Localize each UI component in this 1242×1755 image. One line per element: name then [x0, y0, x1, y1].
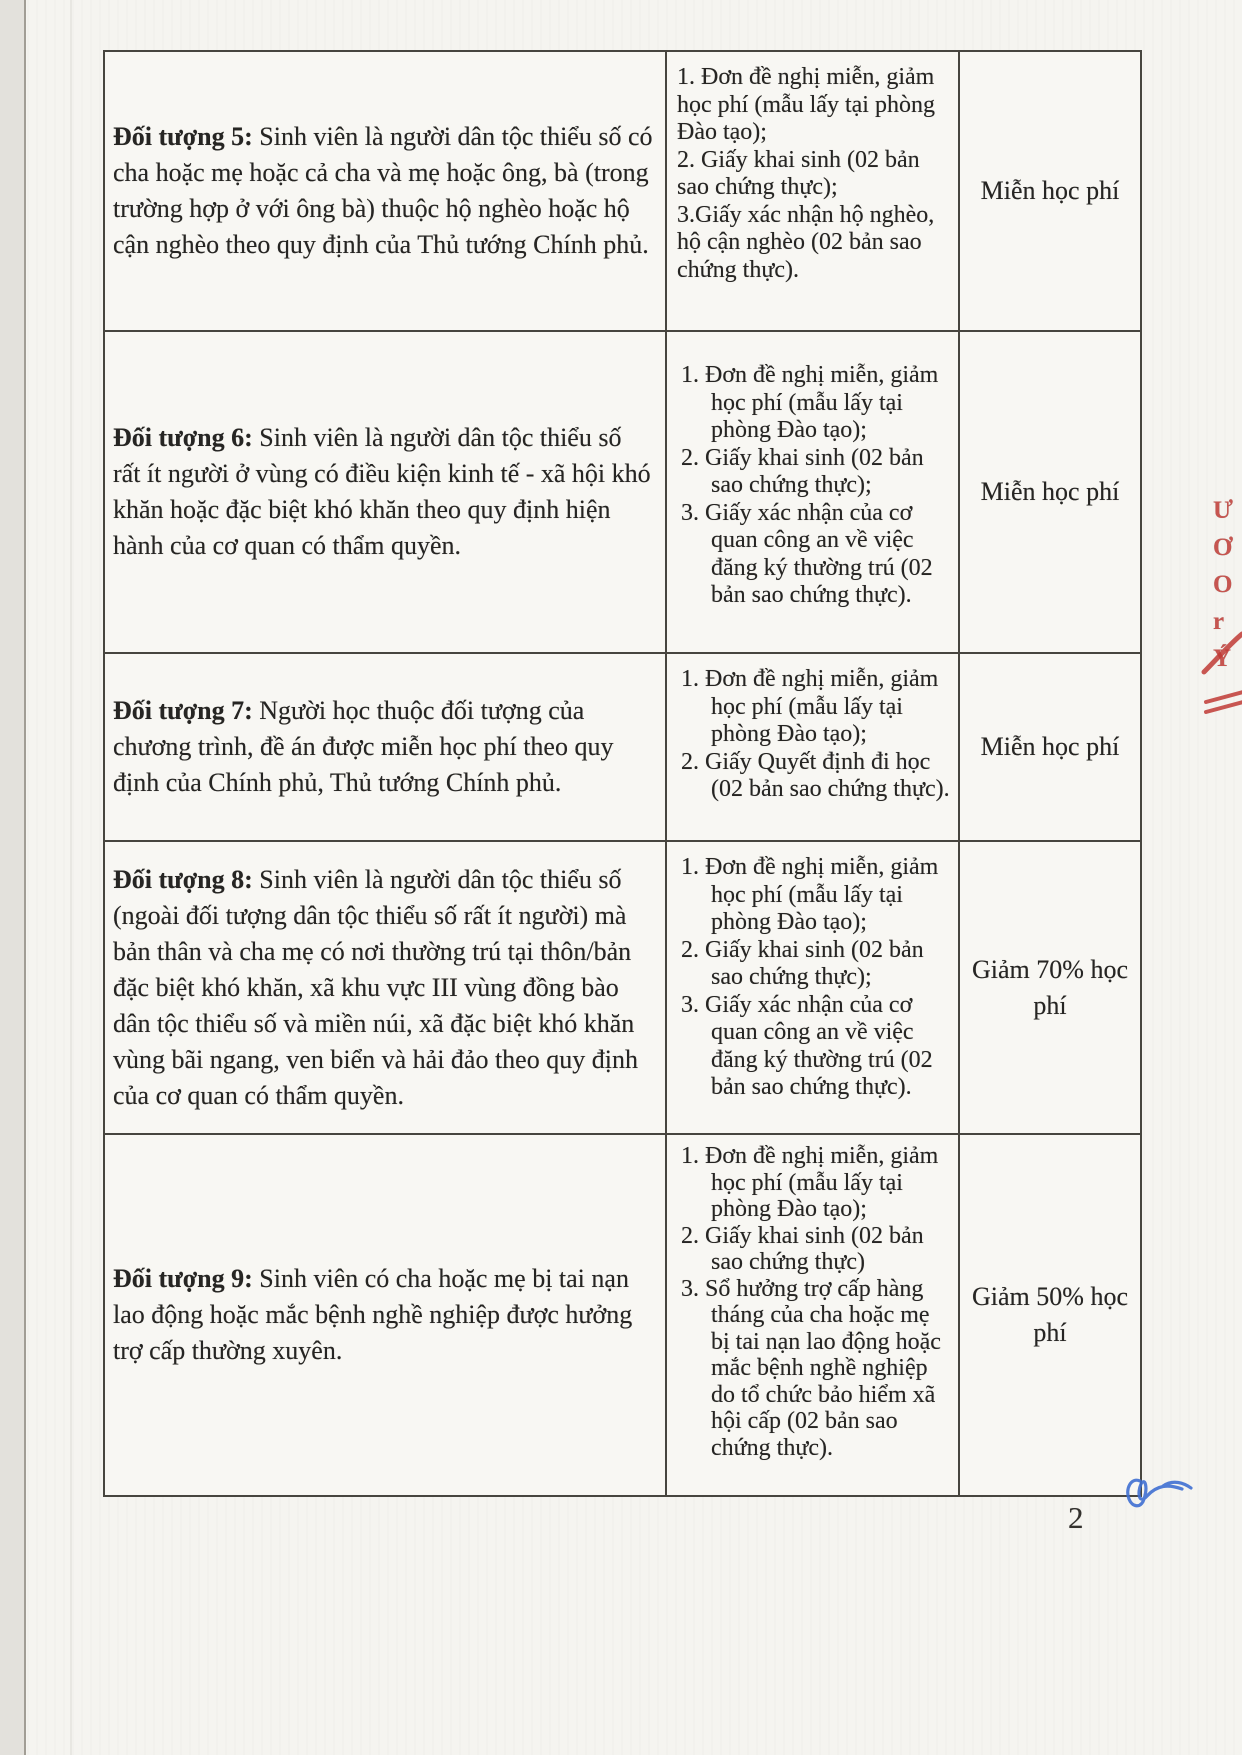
category-cell: [105, 332, 667, 652]
benefit-cell: [960, 332, 1140, 652]
red-glyph: r: [1213, 608, 1225, 635]
category-cell: [105, 842, 667, 1133]
category-paragraph: [113, 119, 655, 263]
benefit-text: Giảm 70% học phí: [972, 954, 1128, 1020]
category-description: Sinh viên là người dân tộc thiểu số rất ít người ở vùng có điều kiện kinh tế - xã hội khó khăn hoặc đặc biệt khó khăn theo quy định hiện hành của cơ quan có thẩm quyền.: [113, 423, 651, 560]
document-item: 2. Giấy khai sinh (02 bản sao chứng thực);: [681, 936, 924, 990]
benefit-cell: [960, 842, 1140, 1133]
document-item: 2. Giấy khai sinh (02 bản sao chứng thực);: [681, 444, 924, 498]
document-item: 1. Đơn đề nghị miễn, giảm học phí (mẫu lấy tại phòng Đào tạo);: [681, 1143, 939, 1222]
category-description: Sinh viên là người dân tộc thiểu số (ngoài đối tượng dân tộc thiểu số rất ít người) mà bản thân và cha mẹ có nơi thường trú tại thôn/bản đặc biệt khó khăn, xã khu vực III vùng đồng bào dân tộc thiểu số và miền núi, xã đặc biệt khó khăn vùng bãi ngang, ven biển và hải đảo theo quy định của cơ quan có thẩm quyền.: [113, 864, 638, 1110]
red-glyph: Ư: [1213, 497, 1233, 524]
table-row: [105, 332, 1140, 654]
document-item: 1. Đơn đề nghị miễn, giảm học phí (mẫu lấy tại phòng Đào tạo);: [681, 362, 939, 443]
document-item: 3.Giấy xác nhận hộ nghèo, hộ cận nghèo (02 bản sao chứng thực).: [677, 201, 935, 283]
category-cell: [105, 52, 667, 330]
document-item: 3. Giấy xác nhận của cơ quan công an về việc đăng ký thường trú (02 bản sao chứng thực).: [681, 499, 933, 608]
page-number: 2: [1068, 1500, 1084, 1535]
category-paragraph: [113, 420, 655, 564]
handwritten-initials: [1116, 1465, 1194, 1523]
document-item: 2. Giấy khai sinh (02 bản sao chứng thực);: [677, 146, 920, 200]
documents-cell: [667, 842, 960, 1133]
category-cell: [105, 1135, 667, 1495]
scan-edge-shadow: [0, 0, 26, 1755]
benefit-text: Giảm 50% học phí: [972, 1282, 1128, 1347]
red-ink-strokes: [1200, 628, 1242, 723]
category-paragraph: [113, 862, 655, 1114]
category-description: Sinh viên có cha hoặc mẹ bị tai nạn lao động hoặc mắc bệnh nghề nghiệp được hưởng trợ cấp thường xuyên.: [113, 1264, 633, 1365]
category-description: Người học thuộc đối tượng của chương trình, đề án được miễn học phí theo quy định của Chính phủ, Thủ tướng Chính phủ.: [113, 696, 614, 797]
documents-cell: [667, 332, 960, 652]
category-label: Đối tượng 8:: [113, 864, 253, 894]
documents-cell: [667, 654, 960, 840]
benefit-text: Miễn học phí: [980, 477, 1120, 506]
category-label: Đối tượng 5:: [113, 122, 253, 151]
document-item: 3. Giấy xác nhận của cơ quan công an về việc đăng ký thường trú (02 bản sao chứng thực).: [681, 991, 933, 1100]
red-glyph: Ơ: [1213, 534, 1233, 561]
red-glyph: O: [1213, 571, 1233, 598]
category-paragraph: [113, 1261, 655, 1369]
category-paragraph: [113, 693, 655, 801]
benefit-text: Miễn học phí: [980, 176, 1120, 205]
benefit-cell: [960, 654, 1140, 840]
document-item: 3. Sổ hưởng trợ cấp hàng tháng của cha hoặc mẹ bị tai nạn lao động hoặc mắc bệnh nghề nghiệp do tổ chức bảo hiểm xã hội cấp (02 bản sao chứng thực).: [681, 1275, 941, 1461]
documents-cell: [667, 1135, 960, 1495]
table-row: [105, 654, 1140, 842]
category-label: Đối tượng 7:: [113, 696, 253, 725]
category-description: Sinh viên là người dân tộc thiểu số có cha hoặc mẹ hoặc cả cha và mẹ hoặc ông, bà (trong trường hợp ở với ông bà) thuộc hộ nghèo hoặc hộ cận nghèo theo quy định của Thủ tướng Chính phủ.: [113, 122, 653, 259]
scan-fold-line: [70, 0, 72, 1755]
red-glyph: Ý: [1213, 645, 1232, 672]
document-item: 1. Đơn đề nghị miễn, giảm học phí (mẫu lấy tại phòng Đào tạo);: [677, 64, 935, 145]
benefit-text: Miễn học phí: [980, 732, 1120, 761]
tuition-exemption-table: [103, 50, 1142, 1497]
table-row: [105, 52, 1140, 332]
category-label: Đối tượng 9:: [113, 1264, 253, 1293]
table-row: [105, 1135, 1140, 1495]
benefit-cell: [960, 1135, 1140, 1495]
document-item: 1. Đơn đề nghị miễn, giảm học phí (mẫu lấy tại phòng Đào tạo);: [681, 666, 939, 747]
table-row: [105, 842, 1140, 1135]
document-item: 1. Đơn đề nghị miễn, giảm học phí (mẫu lấy tại phòng Đào tạo);: [681, 854, 939, 935]
document-item: 2. Giấy khai sinh (02 bản sao chứng thực): [681, 1222, 924, 1275]
category-label: Đối tượng 6:: [113, 423, 253, 452]
documents-cell: [667, 52, 960, 330]
category-cell: [105, 654, 667, 840]
document-item: 2. Giấy Quyết định đi học (02 bản sao chứng thực).: [681, 748, 950, 802]
benefit-cell: [960, 52, 1140, 330]
